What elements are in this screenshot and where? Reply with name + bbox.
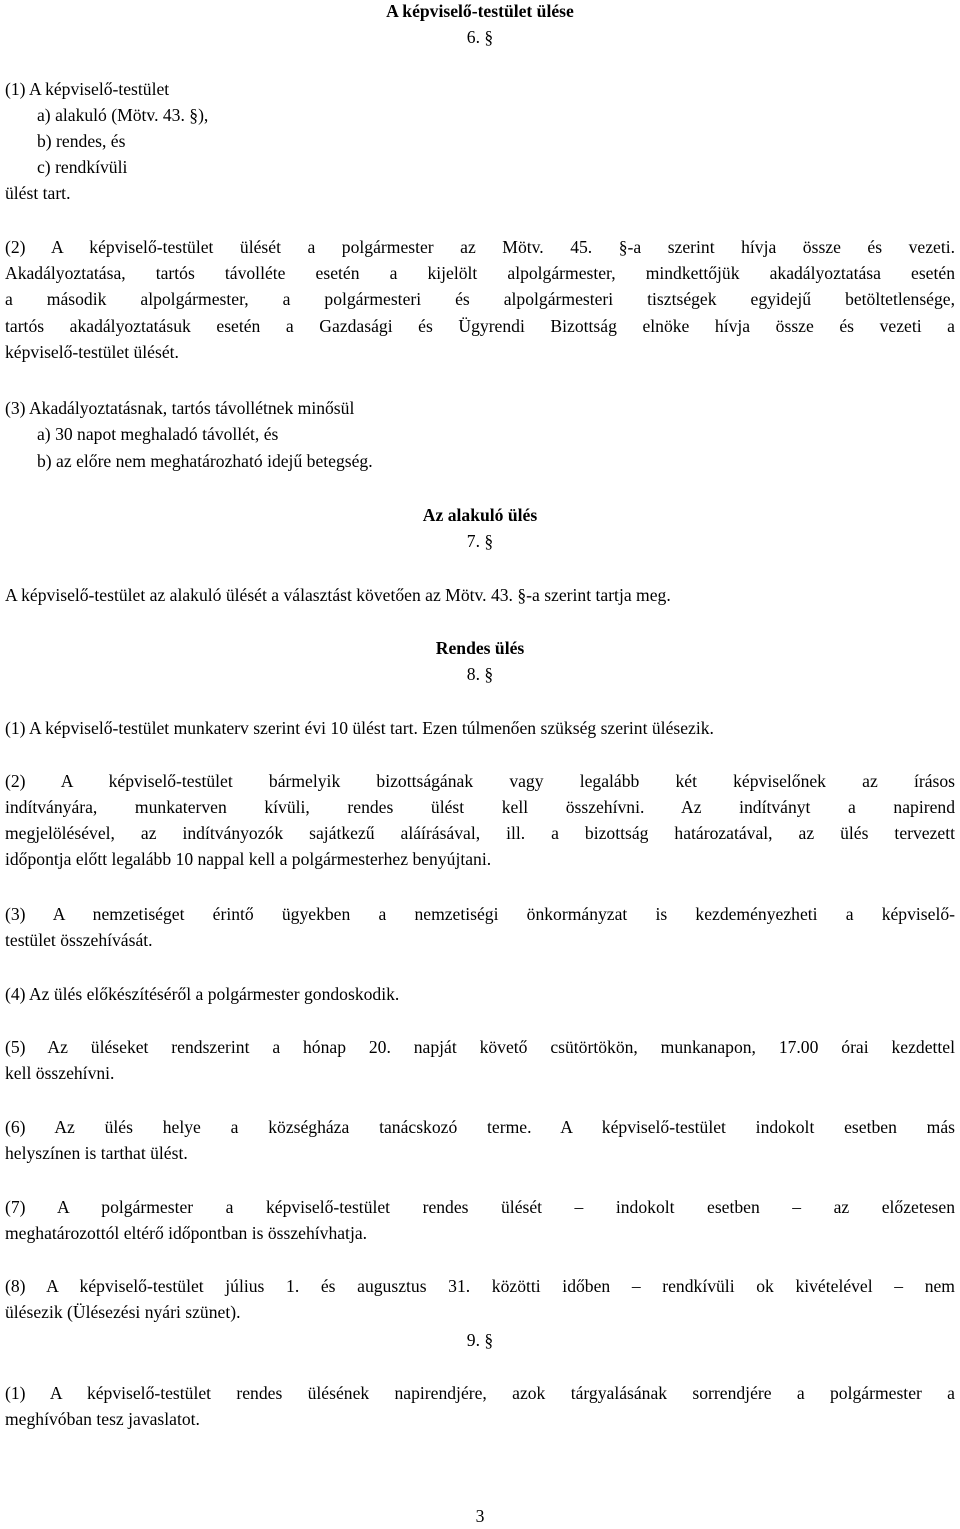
paragraph-8-2-line: megjelölésével, az indítványozók sajátkezű aláírásával, ill. a bizottság határozatával, az ülés tervezett — [5, 823, 955, 843]
paragraph-8-8-line: ülésezik (Ülésezési nyári szünet). — [5, 1302, 241, 1322]
paragraph-6-3-item-a: a) 30 napot meghaladó távollét, és — [37, 424, 279, 444]
paragraph-8-4: (4) Az ülés előkészítéséről a polgármester gondoskodik. — [5, 984, 400, 1004]
paragraph-6-1-item-b: b) rendes, és — [37, 131, 126, 151]
paragraph-7: A képviselő-testület az alakuló ülését a választást követően az Mötv. 43. §-a szerint tartja meg. — [5, 585, 671, 605]
paragraph-8-3-line: (3) A nemzetiséget érintő ügyekben a nemzetiségi önkormányzat is kezdeményezheti a képviselő- — [5, 904, 955, 924]
section-number-9: 9. § — [466, 1330, 494, 1350]
section-number-7: 7. § — [466, 531, 494, 551]
paragraph-8-7-line: (7) A polgármester a képviselő-testület rendes ülését – indokolt esetben – az előzetesen — [5, 1197, 955, 1217]
paragraph-8-6-line: helyszínen is tarthat ülést. — [5, 1143, 188, 1163]
paragraph-6-2-line: (2) A képviselő-testület ülését a polgármester az Mötv. 45. §-a szerint hívja össze és vezeti. — [5, 237, 955, 257]
paragraph-8-2-line: (2) A képviselő-testület bármelyik bizottságának vagy legalább két képviselőnek az írásos — [5, 771, 955, 791]
paragraph-8-1: (1) A képviselő-testület munkaterv szerint évi 10 ülést tart. Ezen túlmenően szükség szerint ülésezik. — [5, 718, 714, 738]
section-heading-6: A képviselő-testület ülése — [386, 1, 574, 21]
paragraph-8-5-line: (5) Az üléseket rendszerint a hónap 20. napját követő csütörtökön, munkanapon, 17.00 órai kezdettel — [5, 1037, 955, 1057]
paragraph-8-8-line: (8) A képviselő-testület július 1. és augusztus 31. közötti időben – rendkívüli ok kivételével – nem — [5, 1276, 955, 1296]
paragraph-6-2-line: a második alpolgármester, a polgármesteri és alpolgármesteri tisztségek egyidejű betöltetlensége, — [5, 289, 955, 309]
paragraph-9-1-line: (1) A képviselő-testület rendes ülésének napirendjére, azok tárgyalásának sorrendjére a polgármester a — [5, 1383, 955, 1403]
paragraph-6-1-outro: ülést tart. — [5, 183, 71, 203]
paragraph-8-3-line: testület összehívását. — [5, 930, 153, 950]
section-heading-8: Rendes ülés — [435, 638, 525, 658]
paragraph-9-1-line: meghívóban tesz javaslatot. — [5, 1409, 200, 1429]
paragraph-6-1-item-c: c) rendkívüli — [37, 157, 128, 177]
paragraph-6-3-item-b: b) az előre nem meghatározható idejű betegség. — [37, 451, 373, 471]
paragraph-8-6-line: (6) Az ülés helye a községháza tanácskozó terme. A képviselő-testület indokolt esetben más — [5, 1117, 955, 1137]
section-number-6: 6. § — [466, 27, 494, 47]
paragraph-6-2-line: képviselő-testület ülését. — [5, 342, 179, 362]
paragraph-6-1-item-a: a) alakuló (Mötv. 43. §), — [37, 105, 209, 125]
section-number-8: 8. § — [466, 664, 494, 684]
paragraph-8-2-line: időpontja előtt legalább 10 nappal kell a polgármesterhez benyújtani. — [5, 849, 492, 869]
section-heading-7: Az alakuló ülés — [422, 505, 538, 525]
paragraph-6-3-intro: (3) Akadályoztatásnak, tartós távollétnek minősül — [5, 398, 355, 418]
paragraph-8-5-line: kell összehívni. — [5, 1063, 115, 1083]
paragraph-6-2-line: tartós akadályoztatásuk esetén a Gazdasági és Ügyrendi Bizottság elnöke hívja össze és vezeti a — [5, 316, 955, 336]
paragraph-6-2-line: Akadályoztatása, tartós távolléte esetén a kijelölt alpolgármester, mindkettőjük akadályoztatása esetén — [5, 263, 955, 283]
paragraph-8-7-line: meghatározottól eltérő időpontban is összehívhatja. — [5, 1223, 368, 1243]
page-number: 3 — [475, 1506, 485, 1526]
paragraph-6-1-intro: (1) A képviselő-testület — [5, 79, 170, 99]
paragraph-8-2-line: indítványára, munkaterven kívüli, rendes ülést kell összehívni. Az indítványt a napirend — [5, 797, 955, 817]
